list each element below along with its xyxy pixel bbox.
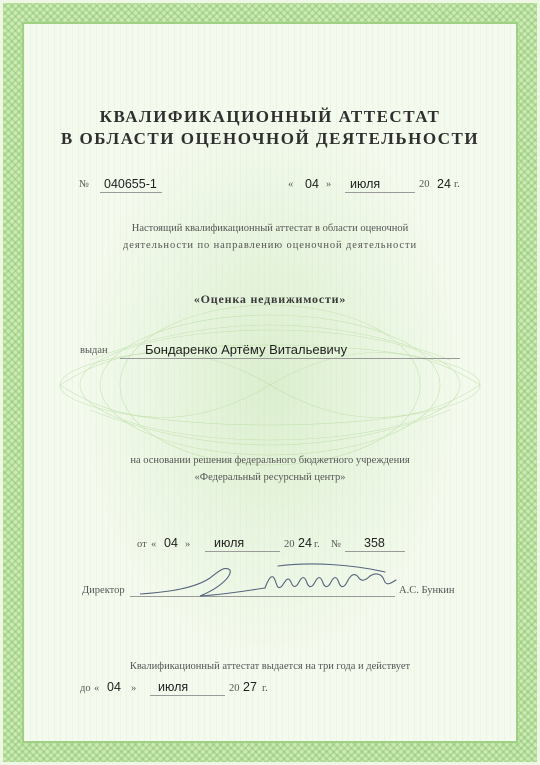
month-underline [345,192,415,193]
number-underline [100,192,162,193]
decision-close-quote: » [185,539,191,550]
validity-open-quote: « [94,683,100,694]
validity-month-underline [150,695,225,696]
issued-label: выдан [80,345,108,356]
validity-close-quote: » [131,683,137,694]
validity-month: июля [158,680,189,694]
validity-year-suffix: 27 [243,680,257,694]
validity-until-label: до [80,683,91,694]
decision-number-prefix: № [331,539,342,550]
decision-year-suffix: 24 [298,536,312,550]
basis-line-2: «Федеральный ресурсный центр» [194,472,346,483]
decision-number-underline [345,551,405,552]
issue-day: 04 [305,177,319,191]
intro-line-2: деятельности по направлению оценочной деятельности [123,240,417,251]
date-open-quote: « [288,179,294,190]
intro-line-1: Настоящий квалификационный аттестат в области оценочной [131,223,409,234]
decision-from-label: от [137,539,147,550]
issue-year-suffix: 24 [437,177,451,191]
validity-year-label: г. [262,683,268,694]
decision-month-underline [205,551,280,552]
date-close-quote: » [326,179,332,190]
issue-year-label: г. [454,179,460,190]
certificate-number: 040655-1 [104,177,157,191]
decision-year-prefix: 20 [284,539,295,550]
director-name: А.С. Бункин [399,585,455,596]
holder-underline [120,358,460,359]
validity-day: 04 [107,680,121,694]
document-title-line-2: В ОБЛАСТИ ОЦЕНОЧНОЙ ДЕЯТЕЛЬНОСТИ [60,129,480,148]
issue-year-prefix: 20 [419,179,430,190]
decision-year-label: г. [314,539,320,550]
holder-name: Бондаренко Артёму Витальевичу [145,342,348,357]
validity-year-prefix: 20 [229,683,240,694]
assessment-direction: «Оценка недвижимости» [193,292,347,306]
decision-day: 04 [164,536,178,550]
decision-month: июля [214,536,245,550]
validity-line-1: Квалификационный аттестат выдается на три года и действует [129,661,411,672]
decision-number: 358 [364,536,385,550]
basis-line-1: на основании решения федерального бюджетного учреждения [130,455,410,466]
decision-open-quote: « [151,539,157,550]
number-prefix: № [79,179,90,190]
guilloche-watermark [50,300,490,470]
director-label: Директор [82,585,125,596]
issue-month: июля [350,177,381,191]
director-signature [140,558,405,606]
document-title-line-1: КВАЛИФИКАЦИОННЫЙ АТТЕСТАТ [99,107,441,126]
